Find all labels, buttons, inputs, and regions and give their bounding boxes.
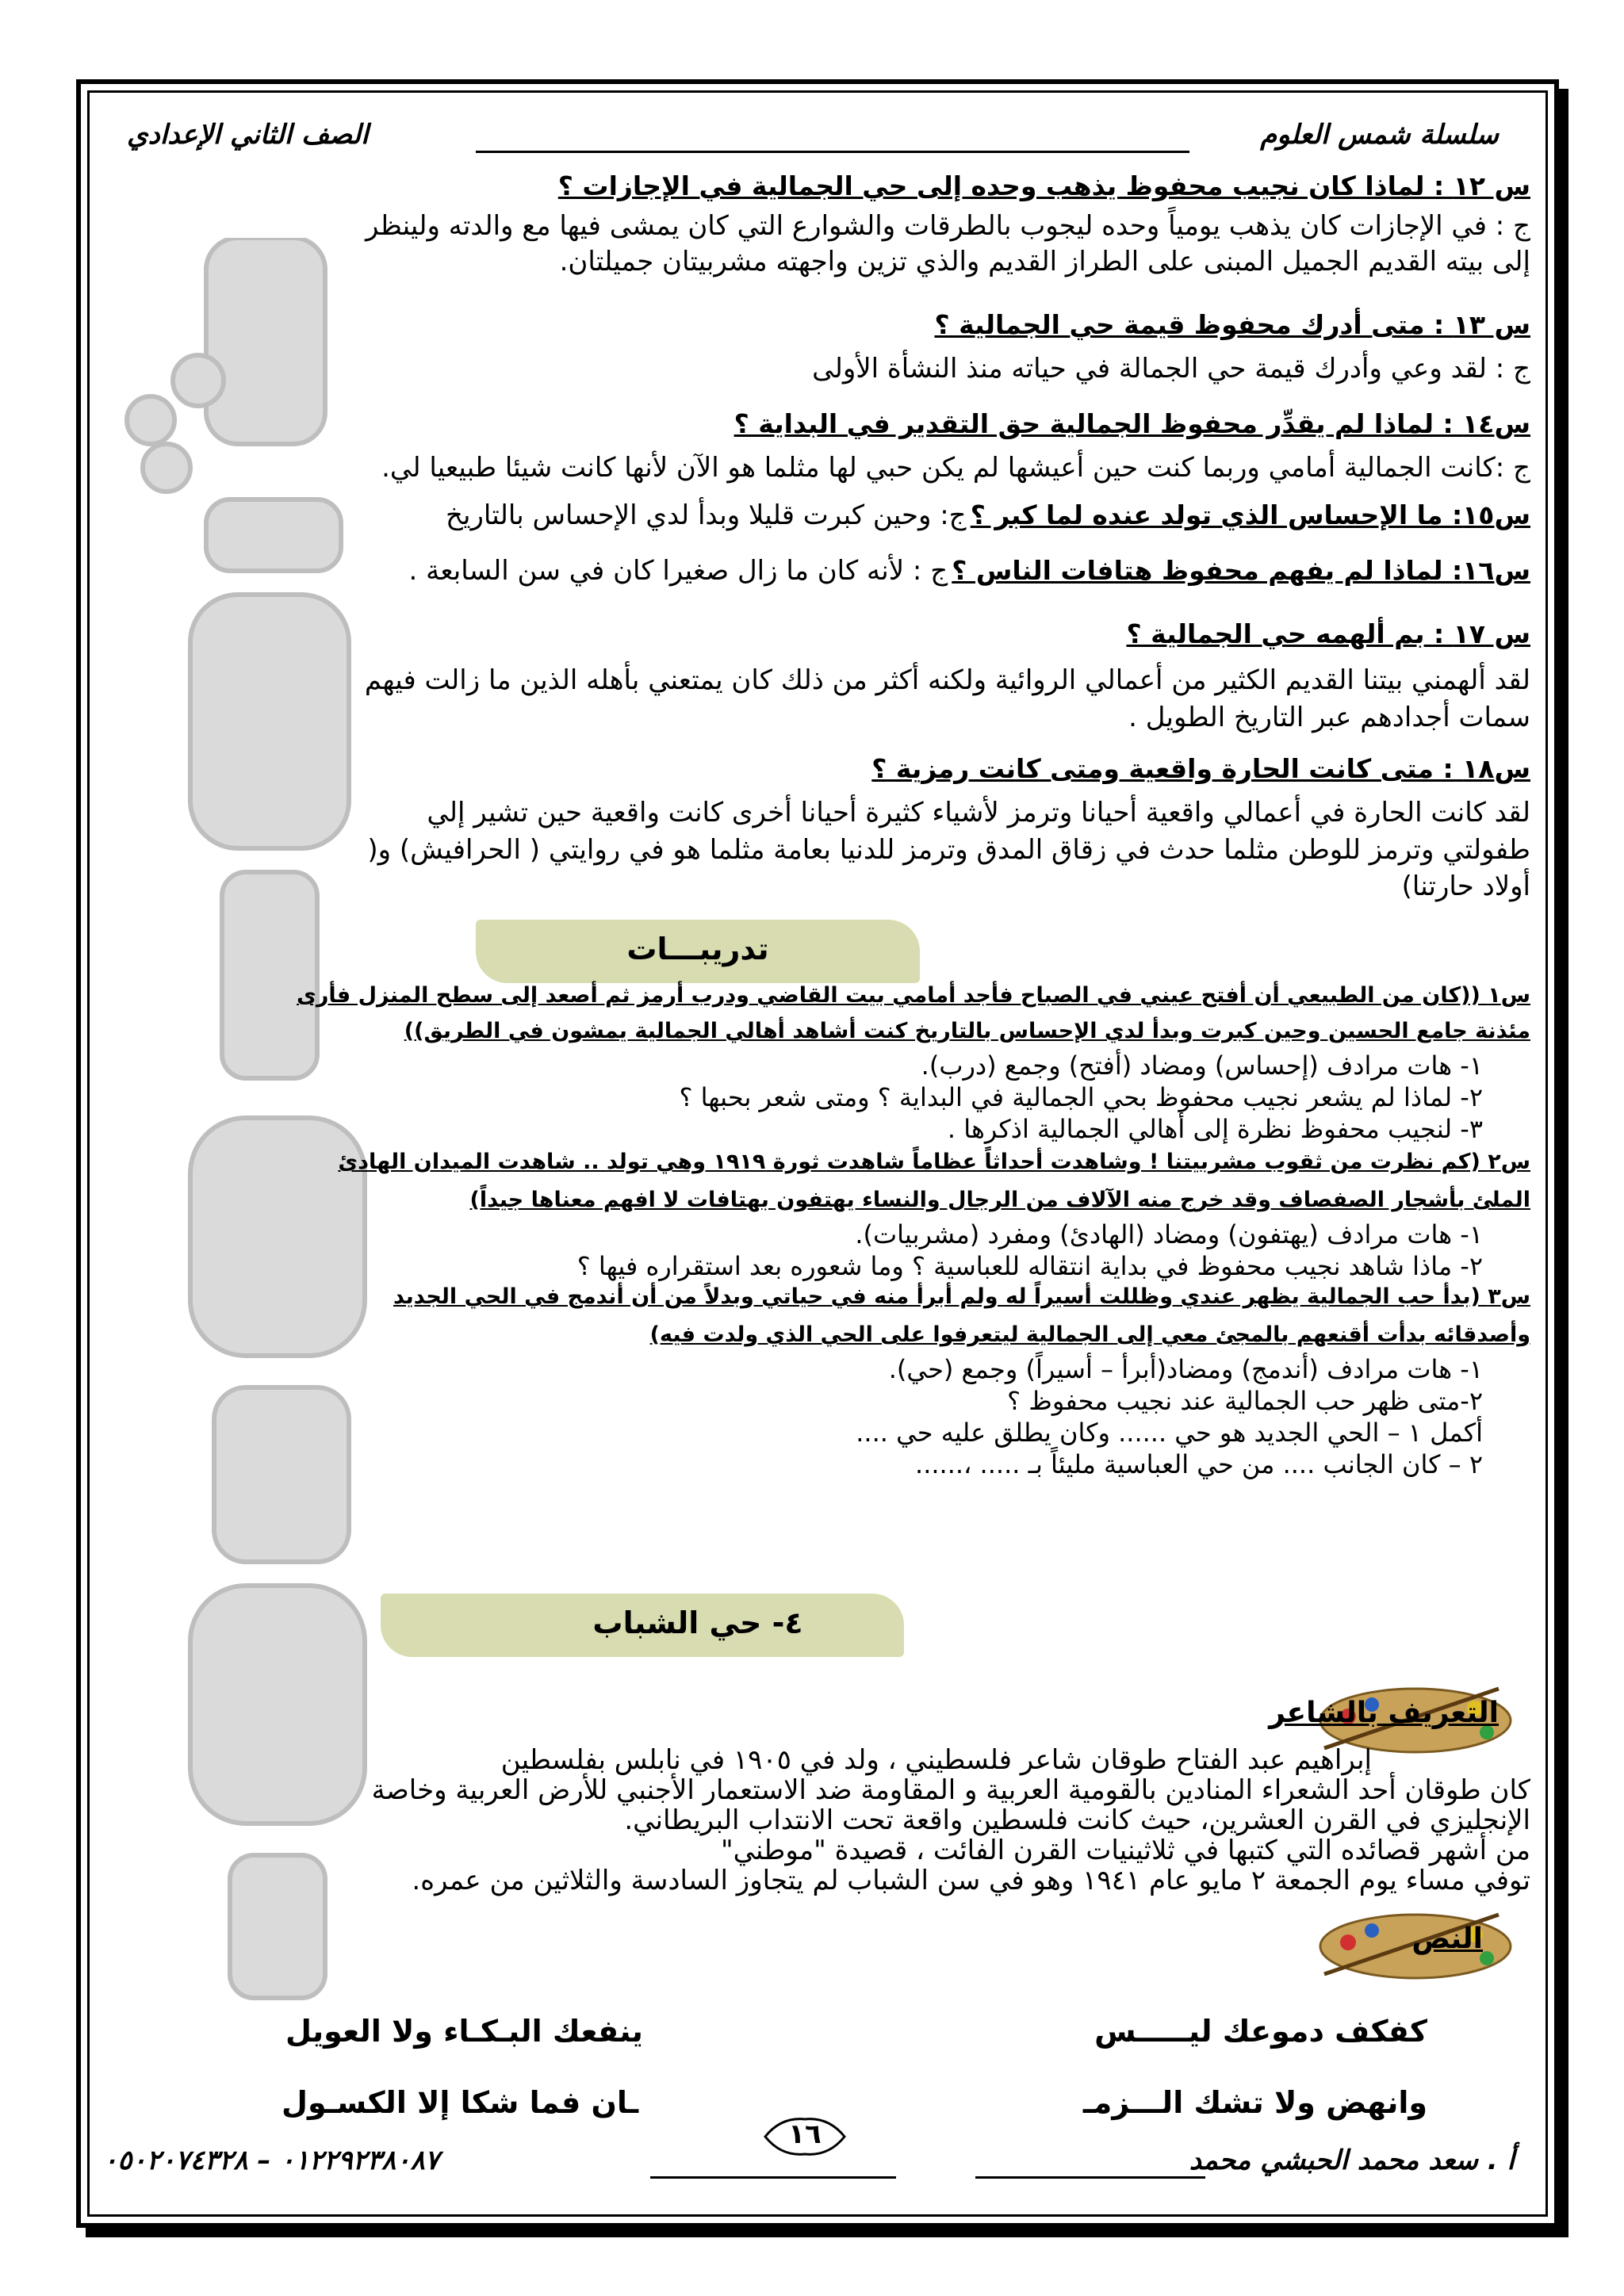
exercises-title: تدريبـــات	[626, 932, 769, 966]
ex2-a: ١- هات مرادف (يهتفون) ومضاد (الهادئ) ومفرد (مشربيات).	[855, 1219, 1483, 1249]
ex2-line-1: س٢ (كم نظرت من ثقوب مشربيتنا ! وشاهدت أحداثاً عظاماً شاهدت ثورة ١٩١٩ وهي تولد .. شاهدت الميدان الهادئ	[338, 1150, 1530, 1174]
header-grade: الصف الثاني الإعدادي	[127, 119, 369, 151]
lesson-title: ٤- حي الشباب	[592, 1605, 803, 1640]
q13-question: س ١٣ : متى أدرك محفوظ قيمة حي الجمالية ؟	[934, 309, 1530, 340]
text-heading: النص	[1411, 1923, 1483, 1955]
ex3-b: ٢-متى ظهر حب الجمالية عند نجيب محفوظ ؟	[1007, 1386, 1483, 1416]
footer-phones: ٠١٢٢٩٢٣٨٠٨٧ – ٠٥٠٢٠٧٤٣٢٨	[103, 2145, 440, 2176]
poem-verse-2-left: ـان فما شكا إلا الكسـول	[282, 2085, 639, 2120]
ex3-c: أكمل ١ – الحي الجديد هو حي ...... وكان يطلق عليه حي ....	[856, 1418, 1483, 1448]
ex1-a: ١- هات مرادف (إحساس) ومضاد (أفتح) وجمع (درب).	[921, 1050, 1483, 1081]
poet-line-4: من أشهر قصائده التي كتبها في ثلاثينيات القرن الفائت ، قصيدة "موطني"	[721, 1835, 1530, 1866]
q16-row	[103, 555, 1530, 587]
ex3-d: ٢ – كان الجانب .... من حي العباسية مليئاً بـ ..... ،......	[915, 1449, 1483, 1479]
header-series: سلسلة شمس العلوم	[1260, 119, 1499, 151]
q17-answer-1: لقد ألهمني بيتنا القديم الكثير من أعمالي الروائية ولكنه أكثر من ذلك كان يمتعني بأهله الذين ما زالت فيهم	[364, 664, 1530, 696]
poet-line-3: الإنجليزي في القرن العشرين، حيث كانت فلسطين واقعة تحت الانتداب البريطاني.	[624, 1804, 1530, 1836]
q16-answer: ج : لأنه كان ما زال صغيرا كان في سن السابعة .	[408, 555, 948, 587]
poet-line-2: كان طوقان أحد الشعراء المنادين بالقومية العربية و المقاومة ضد الاستعمار الأجنبي للأرض العربية وخاصة	[371, 1774, 1530, 1806]
q12-answer-1: ج : في الإجازات كان يذهب يومياً وحده ليجوب بالطرقات والشوارع التي كان يمشى فيها مع والدته ولينظر	[365, 210, 1530, 242]
q12-question: س ١٢ : لماذا كان نجيب محفوظ يذهب وحده إلى حي الجمالية في الإجازات ؟	[557, 170, 1530, 201]
ex3-line-2: وأصدقائه بدأت أقنعهم بالمجئ معي إلى الجمالية ليتعرفوا على الحي الذي ولدت فيه)	[649, 1322, 1530, 1347]
q15-question: س١٥: ما الإحساس الذي تولد عنده لما كبر ؟	[970, 499, 1530, 530]
footer-rule-left	[650, 2176, 896, 2179]
q14-question: س١٤ : لماذا لم يقدِّر محفوظ الجمالية حق التقدير في البداية ؟	[733, 408, 1530, 439]
q12-answer-2: إلى بيته القديم الجميل المبنى على الطراز القديم والذي تزين واجهته مشربيتان جميلتان.	[559, 246, 1530, 277]
q18-answer-3: أولاد حارتنا)	[1401, 871, 1530, 902]
poet-line-5: توفي مساء يوم الجمعة ٢ مايو عام ١٩٤١ وهو في سن الشباب لم يتجاوز السادسة والثلاثين من عمره.	[412, 1865, 1530, 1896]
page-content	[103, 95, 1530, 2228]
poem-verse-2-right: وانهض ولا تشك الـــزمـ	[1082, 2085, 1427, 2120]
header-rule	[476, 151, 1189, 153]
q16-question: س١٦: لماذا لم يفهم محفوظ هتافات الناس ؟	[952, 555, 1530, 586]
q18-question: س١٨ : متى كانت الحارة واقعية ومتى كانت رمزية ؟	[871, 753, 1530, 784]
q17-answer-2: سمات أجدادهم عبر التاريخ الطويل .	[1128, 702, 1530, 733]
q14-answer: ج :كانت الجمالية أمامي وربما كنت حين أعيشها لم يكن حبي لها مثلما هو الآن لأنها كانت شيئا طبيعيا لي.	[381, 452, 1530, 484]
footer-rule-right	[975, 2176, 1205, 2179]
q17-question: س ١٧ : بم ألهمه حي الجمالية ؟	[1126, 618, 1530, 649]
ex1-b: ٢- لماذا لم يشعر نجيب محفوظ بحي الجمالية في البداية ؟ ومتى شعر بحبها ؟	[679, 1082, 1483, 1112]
poem-verse-1-left: ينفعك البـكـاء ولا العويل	[285, 2014, 643, 2049]
ex3-a: ١- هات مرادف (أندمج) ومضاد(أبرأ – أسيراً) وجمع (حي).	[888, 1354, 1483, 1384]
q18-answer-2: طفولتي وترمز للوطن مثلما حدث في زقاق المدق وترمز للدنيا بعامة مثلما هو في روايتي ( الحرافيش) و(	[367, 834, 1530, 866]
poem-verse-1-right: كفكف دموعك ليـــــس	[1094, 2014, 1427, 2049]
footer-author: أ . سعد محمد الحبشي محمد	[1189, 2145, 1515, 2176]
ex1-line-1: س١ ((كان من الطبيعي أن أفتح عيني في الصباح فأجد أمامي بيت القاضي ودرب أرمز ثم أصعد إلى سطح المنزل فأرى	[297, 983, 1530, 1008]
q13-answer: ج : لقد وعي وأدرك قيمة حي الجمالة في حياته منذ النشأة الأولى	[812, 353, 1530, 385]
ex2-b: ٢- ماذا شاهد نجيب محفوظ في بداية انتقاله للعباسية ؟ وما شعوره بعد استقراره فيها ؟	[576, 1251, 1483, 1281]
frame-shadow-bottom	[86, 2228, 1568, 2237]
poet-line-1: إبراهيم عبد الفتاح طوقان شاعر فلسطيني ، ولد في ١٩٠٥ في نابلس بفلسطين	[500, 1744, 1372, 1776]
poet-heading: التعريف بالشاعر	[1269, 1697, 1499, 1729]
ex1-c: ٣- لنجيب محفوظ نظرة إلى أهالي الجمالية اذكرها .	[947, 1114, 1483, 1144]
ex3-line-1: س٣ (بدأ حب الجمالية يظهر عندي وظللت أسيراً له ولم أبرأ منه في حياتي وبدلاً من أن أندمج في الحي الجديد	[393, 1284, 1530, 1309]
q18-answer-1: لقد كانت الحارة في أعمالي واقعية أحيانا وترمز لأشياء كثيرة أحيانا أخرى كانت واقعية حين تشير إلي	[427, 797, 1530, 828]
q15-row	[103, 499, 1530, 531]
frame-shadow-right	[1559, 89, 1568, 2237]
ex1-line-2: مئذنة جامع الحسين وحين كبرت وبدأ لدي الإحساس بالتاريخ كنت أشاهد أهالي الجمالية يمشون في الطريق))	[404, 1019, 1530, 1043]
ex2-line-2: الملئ بأشجار الصفصاف وقد خرج منه الآلاف من الرجال والنساء يهتفون بهتافات لا افهم معناها جيداً)	[469, 1188, 1530, 1212]
page-number: ١٦	[788, 2118, 822, 2150]
q15-answer: ج: وحين كبرت قليلا وبدأ لدي الإحساس بالتاريخ	[446, 499, 967, 531]
